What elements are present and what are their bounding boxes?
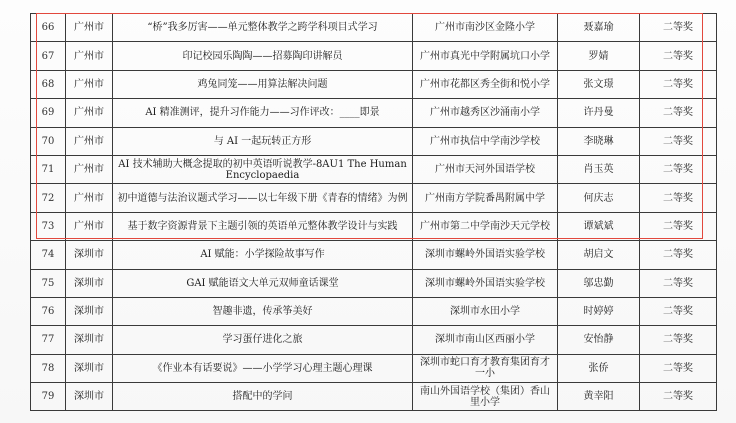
row-city: 广州市 <box>66 155 113 183</box>
row-award: 二等奖 <box>640 99 717 127</box>
row-award: 二等奖 <box>640 14 717 42</box>
table-row <box>31 297 717 325</box>
row-number: 76 <box>31 297 66 325</box>
row-teacher: 时婷婷 <box>558 297 640 325</box>
row-award: 二等奖 <box>640 127 717 155</box>
row-title: “桥”我多厉害——单元整体教学之跨学科项目式学习 <box>113 14 413 42</box>
row-school: 深圳市蛇口育才教育集团育才一小 <box>413 354 558 382</box>
row-school: 南山外国语学校（集团）香山里小学 <box>413 383 558 411</box>
row-number: 67 <box>31 42 66 70</box>
row-title: AI 技术辅助大概念提取的初中英语听说教学-8AU1 The Human Encyclopaedia <box>113 155 413 183</box>
table-row <box>31 241 717 269</box>
row-city: 深圳市 <box>66 241 113 269</box>
row-city: 广州市 <box>66 127 113 155</box>
row-school: 深圳市螺岭外国语实验学校 <box>413 241 558 269</box>
table-row <box>31 383 717 411</box>
row-school: 广州市天河外国语学校 <box>413 155 558 183</box>
table-row <box>31 14 717 42</box>
row-teacher: 胡启文 <box>558 241 640 269</box>
row-teacher: 肖玉英 <box>558 155 640 183</box>
row-city: 广州市 <box>66 14 113 42</box>
row-school: 深圳市南山区西丽小学 <box>413 326 558 354</box>
table-row <box>31 326 717 354</box>
row-award: 二等奖 <box>640 155 717 183</box>
row-city: 深圳市 <box>66 383 113 411</box>
row-title: 基于数字资源背景下主题引领的英语单元整体教学设计与实践 <box>113 212 413 240</box>
table-row <box>31 127 717 155</box>
row-title: 智趣非遗，传承筝美好 <box>113 297 413 325</box>
table-row <box>31 269 717 297</box>
row-number: 79 <box>31 383 66 411</box>
row-city: 深圳市 <box>66 354 113 382</box>
row-number: 70 <box>31 127 66 155</box>
row-title: 学习蛋仔进化之旅 <box>113 326 413 354</box>
row-teacher: 谭斌斌 <box>558 212 640 240</box>
table-row <box>31 354 717 382</box>
row-teacher: 何庆志 <box>558 184 640 212</box>
row-teacher: 聂嘉瑜 <box>558 14 640 42</box>
row-school: 深圳市螺岭外国语实验学校 <box>413 269 558 297</box>
row-title: 搭配中的学问 <box>113 383 413 411</box>
row-number: 77 <box>31 326 66 354</box>
row-city: 广州市 <box>66 70 113 98</box>
row-title: 鸡兔同笼——用算法解决问题 <box>113 70 413 98</box>
table-row <box>31 99 717 127</box>
table-row <box>31 184 717 212</box>
table-row <box>31 155 717 183</box>
row-award: 二等奖 <box>640 269 717 297</box>
row-teacher: 罗婧 <box>558 42 640 70</box>
table-row <box>31 42 717 70</box>
row-number: 69 <box>31 99 66 127</box>
row-teacher: 安怡静 <box>558 326 640 354</box>
row-city: 广州市 <box>66 212 113 240</box>
row-school: 广州市花都区秀全街和悦小学 <box>413 70 558 98</box>
row-school: 广州市南沙区金隆小学 <box>413 14 558 42</box>
row-award: 二等奖 <box>640 184 717 212</box>
row-teacher: 张文璟 <box>558 70 640 98</box>
row-number: 74 <box>31 241 66 269</box>
row-award: 二等奖 <box>640 297 717 325</box>
row-award: 二等奖 <box>640 241 717 269</box>
row-school: 广州市第二中学南沙天元学校 <box>413 212 558 240</box>
row-teacher: 黄幸阳 <box>558 383 640 411</box>
row-award: 二等奖 <box>640 354 717 382</box>
row-number: 78 <box>31 354 66 382</box>
row-school: 广州市越秀区沙涌南小学 <box>413 99 558 127</box>
row-title: AI 精准测评，提升习作能力——习作评改：____即景 <box>113 99 413 127</box>
row-award: 二等奖 <box>640 42 717 70</box>
row-school: 广州市执信中学南沙学校 <box>413 127 558 155</box>
row-number: 73 <box>31 212 66 240</box>
row-award: 二等奖 <box>640 212 717 240</box>
row-school: 广州南方学院番禺附属中学 <box>413 184 558 212</box>
row-title: AI 赋能：小学探险故事写作 <box>113 241 413 269</box>
row-city: 深圳市 <box>66 326 113 354</box>
row-teacher: 李晓琳 <box>558 127 640 155</box>
row-city: 广州市 <box>66 184 113 212</box>
row-number: 66 <box>31 14 66 42</box>
row-teacher: 邬忠勤 <box>558 269 640 297</box>
row-city: 深圳市 <box>66 269 113 297</box>
awards-table-body <box>31 14 717 411</box>
row-title: 《作业本有话要说》——小学学习心理主题心理课 <box>113 354 413 382</box>
row-city: 广州市 <box>66 99 113 127</box>
row-award: 二等奖 <box>640 383 717 411</box>
row-city: 深圳市 <box>66 297 113 325</box>
row-teacher: 许丹曼 <box>558 99 640 127</box>
row-award: 二等奖 <box>640 70 717 98</box>
row-school: 广州市真光中学附属坑口小学 <box>413 42 558 70</box>
row-number: 75 <box>31 269 66 297</box>
row-number: 68 <box>31 70 66 98</box>
table-row <box>31 70 717 98</box>
row-award: 二等奖 <box>640 326 717 354</box>
row-number: 72 <box>31 184 66 212</box>
table-row <box>31 212 717 240</box>
row-title: 印记校园乐陶陶——招募陶印讲解员 <box>113 42 413 70</box>
awards-table <box>30 13 717 411</box>
row-city: 广州市 <box>66 42 113 70</box>
row-title: 与 AI 一起玩转正方形 <box>113 127 413 155</box>
row-teacher: 张侨 <box>558 354 640 382</box>
row-school: 深圳市水田小学 <box>413 297 558 325</box>
row-title: 初中道德与法治议题式学习——以七年级下册《青春的情绪》为例 <box>113 184 413 212</box>
row-title: GAI 赋能语文大单元双师童话课堂 <box>113 269 413 297</box>
row-number: 71 <box>31 155 66 183</box>
